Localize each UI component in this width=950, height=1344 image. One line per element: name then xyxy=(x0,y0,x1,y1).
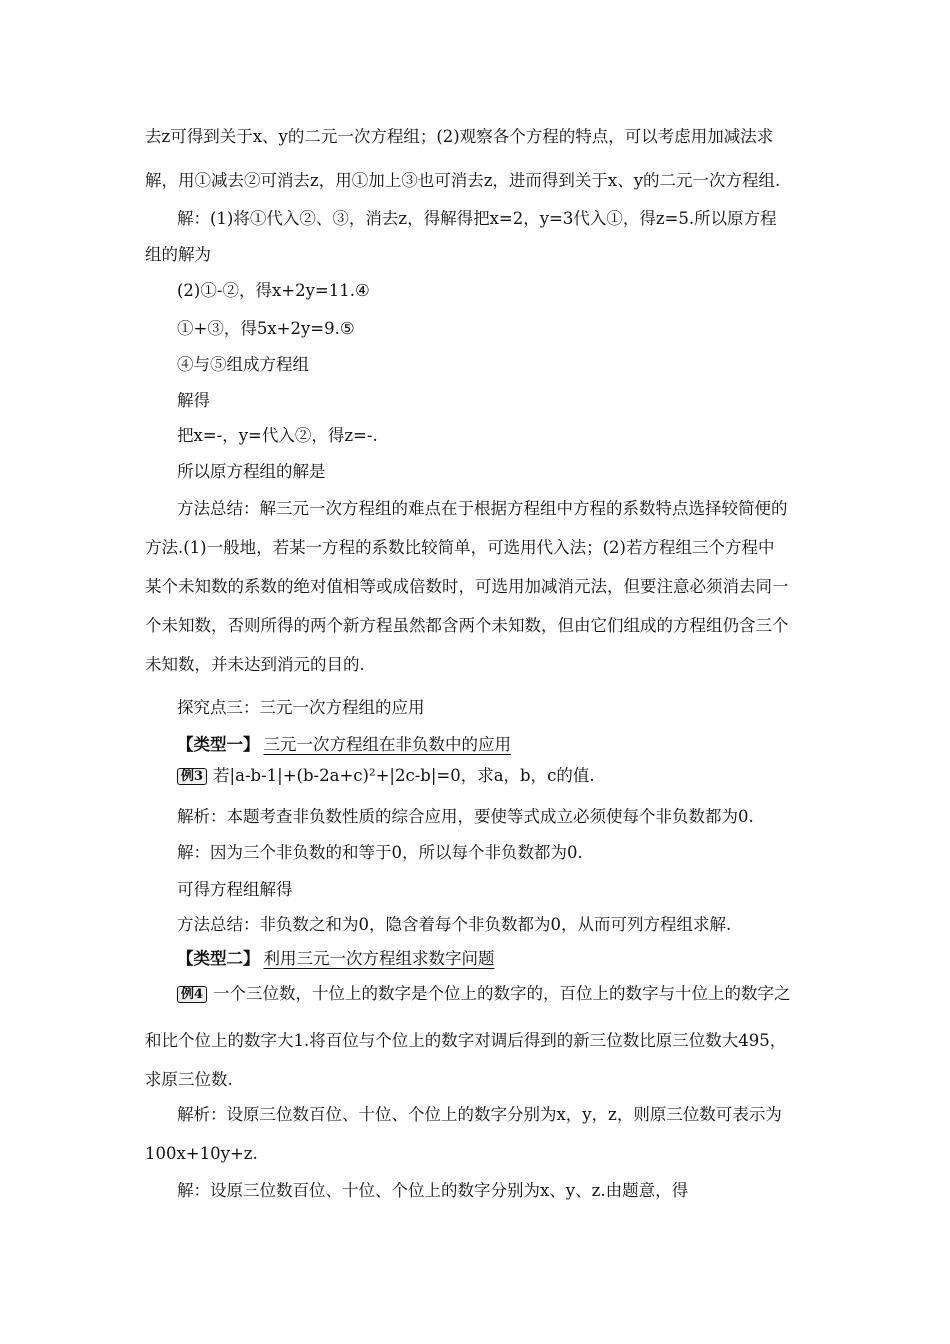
paragraph-line: 解得 xyxy=(177,391,210,410)
analysis-line: 解析：设原三位数百位、十位、个位上的数字分别为x，y，z，则原三位数可表示为 xyxy=(177,1105,782,1124)
paragraph-line: 求原三位数. xyxy=(145,1070,233,1089)
paragraph-line: 组的解为 xyxy=(145,245,211,264)
example-badge: 例3 xyxy=(177,768,207,785)
type-two-title: 利用三元一次方程组求数字问题 xyxy=(263,949,495,968)
paragraph-line: 100x+10y+z. xyxy=(145,1144,258,1163)
paragraph-line: 解：(1)将①代入②、③，消去z，得解得把x=2，y=3代入①，得z=5.所以原方程 xyxy=(177,209,777,228)
solution-line: 解：因为三个非负数的和等于0，所以每个非负数都为0. xyxy=(177,843,583,862)
analysis-line: 解析：本题考查非负数性质的综合应用，要使等式成立必须使每个非负数都为0. xyxy=(177,807,754,826)
type-two-tag: 【类型二】 xyxy=(177,949,260,968)
solution-line: 解：设原三位数百位、十位、个位上的数字分别为x、y、z.由题意，得 xyxy=(177,1181,689,1200)
paragraph-line: 去z可得到关于x、y的二元一次方程组；(2)观察各个方程的特点，可以考虑用加减法求 xyxy=(145,127,774,146)
paragraph-line: 把x=-，y=代入②，得z=-. xyxy=(177,426,378,445)
method-summary-line: 方法总结：解三元一次方程组的难点在于根据方程组中方程的系数特点选择较简便的 xyxy=(177,499,788,518)
method-summary-line: 未知数，并未达到消元的目的. xyxy=(145,655,365,674)
type-one-tag: 【类型一】 xyxy=(177,735,260,754)
paragraph-line: 所以原方程组的解是 xyxy=(177,462,326,481)
example-badge: 例4 xyxy=(177,986,207,1003)
type-one-heading xyxy=(177,734,817,756)
paragraph-line: ①+③，得5x+2y=9.⑤ xyxy=(177,319,355,338)
method-summary-line: 方法.(1)一般地，若某一方程的系数比较简单，可选用代入法；(2)若方程组三个方程中 xyxy=(145,538,775,557)
method-summary-line: 方法总结：非负数之和为0，隐含着每个非负数都为0，从而可列方程组求解. xyxy=(177,915,732,934)
method-summary-line: 个未知数，否则所得的两个新方程虽然都含两个未知数，但由它们组成的方程组仍含三个 xyxy=(145,616,789,635)
example-3 xyxy=(177,765,817,787)
paragraph-line: (2)①-②，得x+2y=11.④ xyxy=(177,281,370,300)
section-heading: 探究点三：三元一次方程组的应用 xyxy=(177,698,425,717)
type-one-title: 三元一次方程组在非负数中的应用 xyxy=(263,735,511,754)
paragraph-line: 可得方程组解得 xyxy=(177,880,293,899)
paragraph-line: 和比个位上的数字大1.将百位与个位上的数字对调后得到的新三位数比原三位数大495， xyxy=(145,1031,787,1050)
method-summary-line: 某个未知数的系数的绝对值相等或成倍数时，可选用加减消元法，但要注意必须消去同一 xyxy=(145,577,789,596)
example-3-text: 若|a-b-1|+(b-2a+c)²+|2c-b|=0，求a，b，c的值. xyxy=(213,766,595,785)
paragraph-line: 解，用①减去②可消去z，用①加上③也可消去z，进而得到关于x、y的二元一次方程组. xyxy=(145,171,781,190)
example-4 xyxy=(177,983,817,1005)
example-4-text: 一个三位数，十位上的数字是个位上的数字的，百位上的数字与十位上的数字之 xyxy=(213,984,791,1003)
type-two-heading xyxy=(177,948,817,970)
paragraph-line: ④与⑤组成方程组 xyxy=(177,355,309,374)
